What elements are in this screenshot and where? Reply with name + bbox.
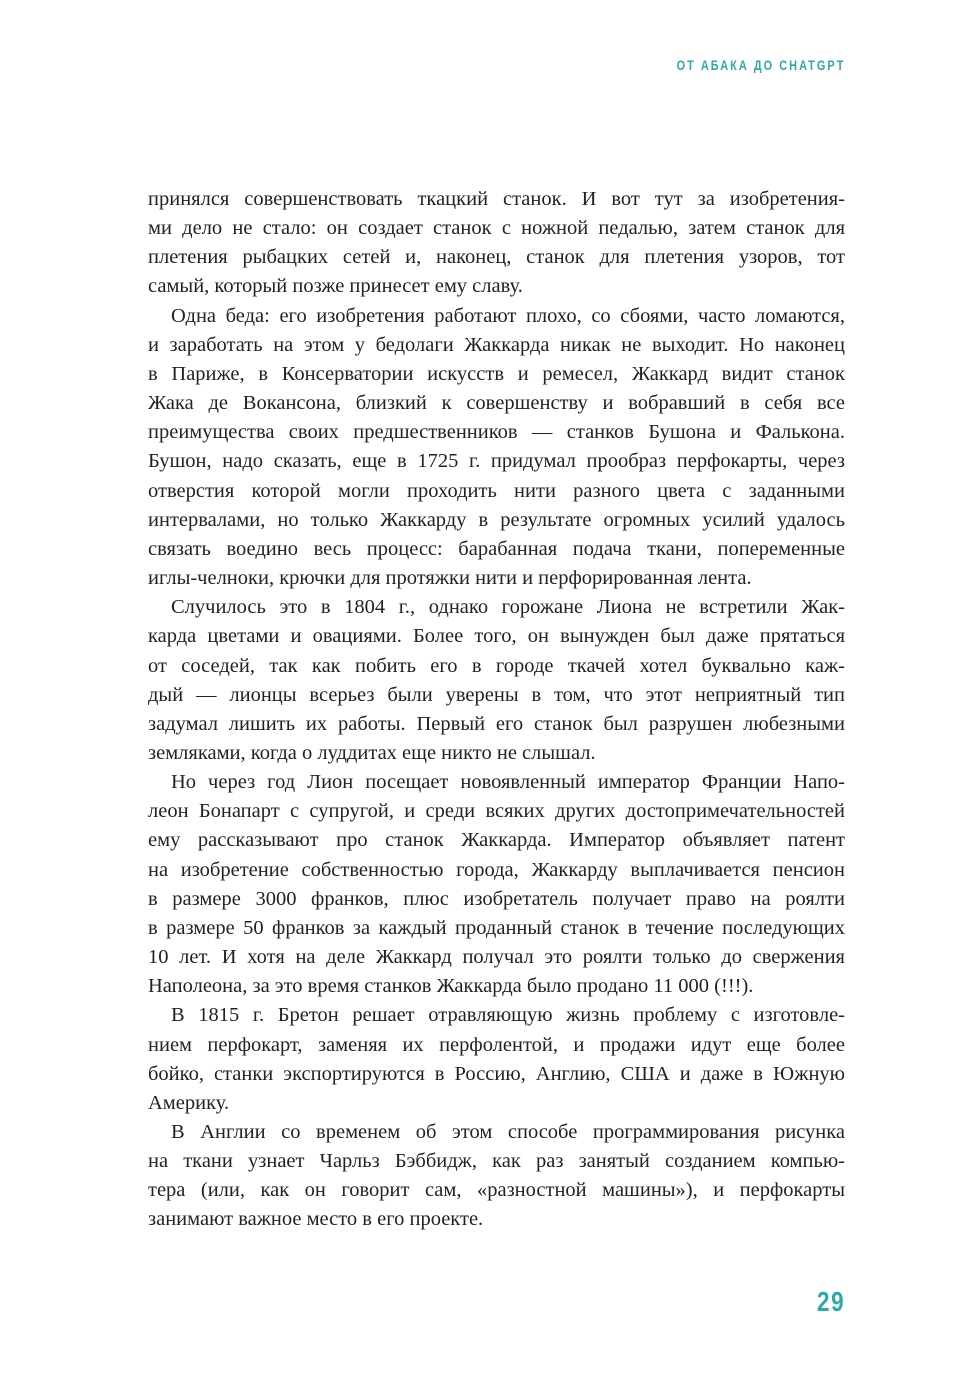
text-line: нием перфокарт, заменяя их перфолентой, и продажи идут еще более (148, 1033, 845, 1056)
page-number: 29 (816, 1286, 845, 1317)
running-head: ОТ АБАКА ДО CHATGPT (676, 57, 845, 73)
text-line: задумал лишить их работы. Первый его станок был разрушен любезными (148, 712, 845, 735)
text-line: отверстия которой могли проходить нити разного цвета с заданными (148, 479, 845, 502)
paragraph (148, 1118, 845, 1235)
paragraph (148, 302, 845, 594)
text-line: Случилось это в 1804 г., однако горожане Лиона не встретили Жак- (171, 596, 845, 619)
paragraph (148, 1001, 845, 1118)
text-line: плетения рыбацких сетей и, наконец, станок для плетения узоров, тот (148, 246, 845, 269)
text-line: самый, который позже принесет ему славу. (148, 275, 523, 298)
text-line: Одна беда: его изобретения работают плохо, со сбоями, часто ломаются, (171, 304, 845, 327)
text-line: занимают важное место в его проекте. (148, 1208, 484, 1231)
text-line: ми дело не стало: он создает станок с ножной педалью, затем станок для (148, 217, 845, 240)
text-line: карда цветами и овациями. Более того, он вынужден был даже прятаться (148, 625, 845, 648)
text-line: земляками, когда о луддитах еще никто не слышал. (148, 741, 596, 764)
text-line: В 1815 г. Бретон решает отравляющую жизнь проблему с изготовле- (171, 1004, 845, 1027)
text-line: и заработать на этом у бедолаги Жаккарда никак не выходит. Но наконец (148, 333, 845, 356)
text-line: ему рассказывают про станок Жаккарда. Император объявляет патент (148, 829, 845, 852)
text-line: леон Бонапарт с супругой, и среди всяких других достопримечательностей (148, 800, 845, 823)
text-line: в Париже, в Консерватории искусств и ремесел, Жаккард видит станок (148, 362, 845, 385)
text-line: Наполеона, за это время станков Жаккарда было продано 11 000 (!!!). (148, 975, 754, 998)
text-line: в размере 3000 франков, плюс изобретатель получает право на роялти (148, 887, 845, 910)
body-text (148, 185, 845, 1235)
paragraph (148, 185, 845, 302)
text-line: Но через год Лион посещает новоявленный император Франции Напо- (171, 771, 845, 794)
text-line: Америку. (148, 1091, 230, 1114)
text-line: Бушон, надо сказать, еще в 1725 г. придумал прообраз перфокарты, через (148, 450, 845, 473)
text-line: иглы-челноки, крючки для протяжки нити и перфорированная лента. (148, 567, 752, 590)
text-line: интервалами, но только Жаккарду в результате огромных усилий удалось (148, 508, 845, 531)
paragraph (148, 593, 845, 768)
text-line: 10 лет. И хотя на деле Жаккард получал это роялти только до свержения (148, 946, 845, 969)
text-line: от соседей, так как побить его в городе ткачей хотел буквально каж- (148, 654, 845, 677)
text-line: на ткани узнает Чарльз Бэббидж, как раз занятый созданием компью- (148, 1150, 845, 1173)
text-line: В Англии со временем об этом способе программирования рисунка (171, 1121, 845, 1143)
text-line: дый — лионцы всерьез были уверены в том, что этот неприятный тип (148, 683, 845, 706)
text-line: принялся совершенствовать ткацкий станок. И вот тут за изобретения- (148, 188, 845, 210)
text-line: связать воедино весь процесс: барабанная подача ткани, попеременные (148, 537, 845, 560)
text-line: в размере 50 франков за каждый проданный станок в течение последующих (148, 916, 845, 939)
text-line: Жака де Вокансона, близкий к совершенству и вобравший в себя все (148, 392, 845, 415)
text-line: на изобретение собственностью города, Жаккарду выплачивается пенсион (148, 858, 845, 881)
text-line: бойко, станки экспортируются в Россию, Англию, США и даже в Южную (148, 1062, 845, 1085)
text-line: тера (или, как он говорит сам, «разностной машины»), и перфокарты (148, 1179, 845, 1202)
text-line: преимущества своих предшественников — станков Бушона и Фалькона. (148, 421, 845, 444)
paragraph (148, 768, 845, 1001)
